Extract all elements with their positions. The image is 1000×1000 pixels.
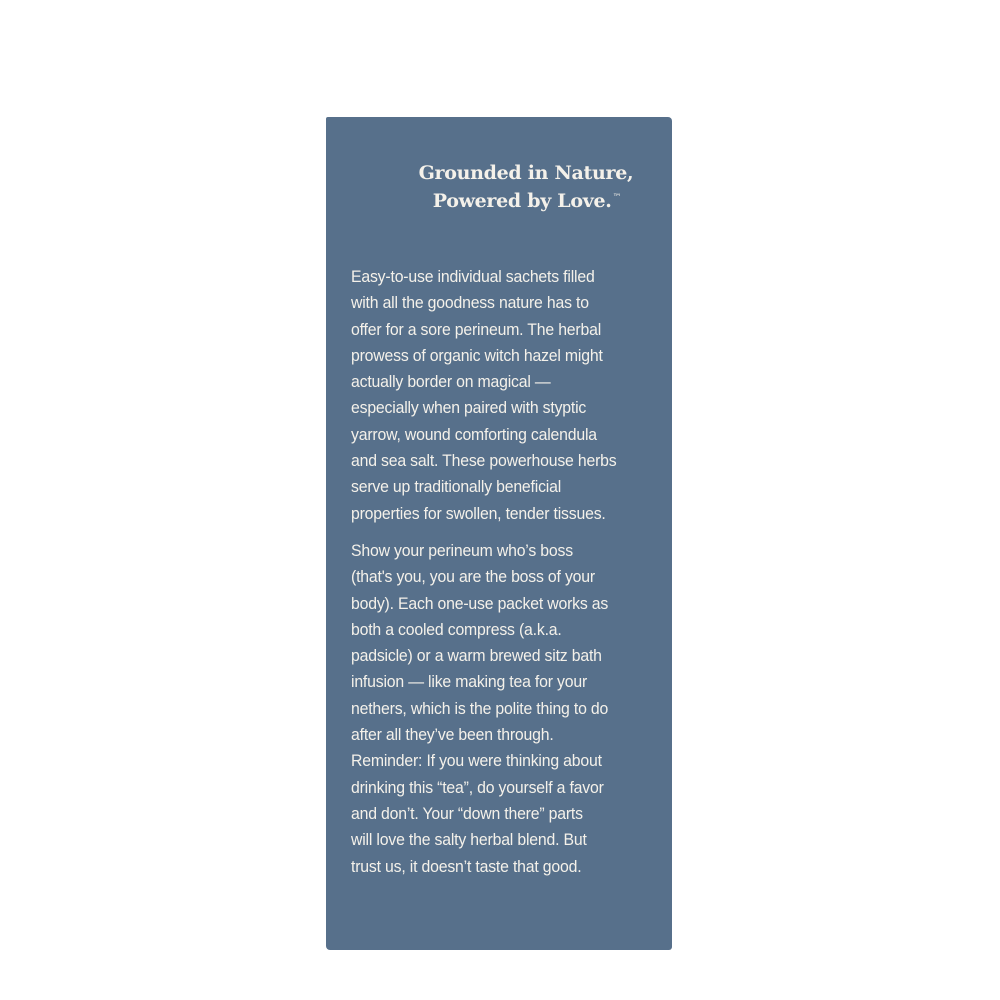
- product-panel: [326, 117, 672, 950]
- tagline-line-2: [326, 187, 672, 215]
- paragraph-2-line: (that's you, you are the boss of your: [351, 567, 595, 587]
- paragraph-1-line: serve up traditionally beneficial: [351, 477, 562, 497]
- trademark-symbol: ™: [612, 192, 622, 203]
- paragraph-1-line: properties for swollen, tender tissues.: [351, 503, 606, 523]
- tagline: [326, 159, 672, 215]
- tagline-line-1: Grounded in Nature,: [418, 162, 634, 184]
- paragraph-1-line: especially when paired with styptic: [351, 398, 587, 418]
- product-description: [351, 264, 639, 880]
- paragraph-1-line: with all the goodness nature has to: [351, 293, 589, 313]
- paragraph-2-line: will love the salty herbal blend. But: [351, 830, 587, 850]
- paragraph-2-line: after all they’ve been through.: [351, 725, 554, 745]
- paragraph-1-line: actually border on magical —: [351, 372, 551, 392]
- description-paragraph-2: [351, 538, 639, 880]
- paragraph-2-line: and don’t. Your “down there” parts: [351, 803, 583, 823]
- paragraph-1-line: yarrow, wound comforting calendula: [351, 424, 597, 444]
- paragraph-2-line: padsicle) or a warm brewed sitz bath: [351, 646, 602, 666]
- description-paragraph-1: [351, 264, 639, 527]
- paragraph-1-line: offer for a sore perineum. The herbal: [351, 319, 602, 339]
- paragraph-2-line: Reminder: If you were thinking about: [351, 751, 602, 771]
- paragraph-2-line: body). Each one-use packet works as: [351, 593, 609, 613]
- paragraph-2-line: trust us, it doesn’t taste that good.: [351, 856, 582, 876]
- paragraph-2-line: both a cooled compress (a.k.a.: [351, 619, 562, 639]
- paragraph-2-line: infusion — like making tea for your: [351, 672, 588, 692]
- paragraph-2-line: Show your perineum who’s boss: [351, 540, 573, 560]
- paragraph-2-line: drinking this “tea”, do yourself a favor: [351, 777, 604, 797]
- paragraph-1-line: and sea salt. These powerhouse herbs: [351, 451, 617, 471]
- tagline-line-2-text: Powered by Love.: [432, 190, 612, 212]
- paragraph-1-line: prowess of organic witch hazel might: [351, 345, 603, 365]
- paragraph-2-line: nethers, which is the polite thing to do: [351, 698, 609, 718]
- paragraph-1-line: Easy-to-use individual sachets filled: [351, 267, 595, 286]
